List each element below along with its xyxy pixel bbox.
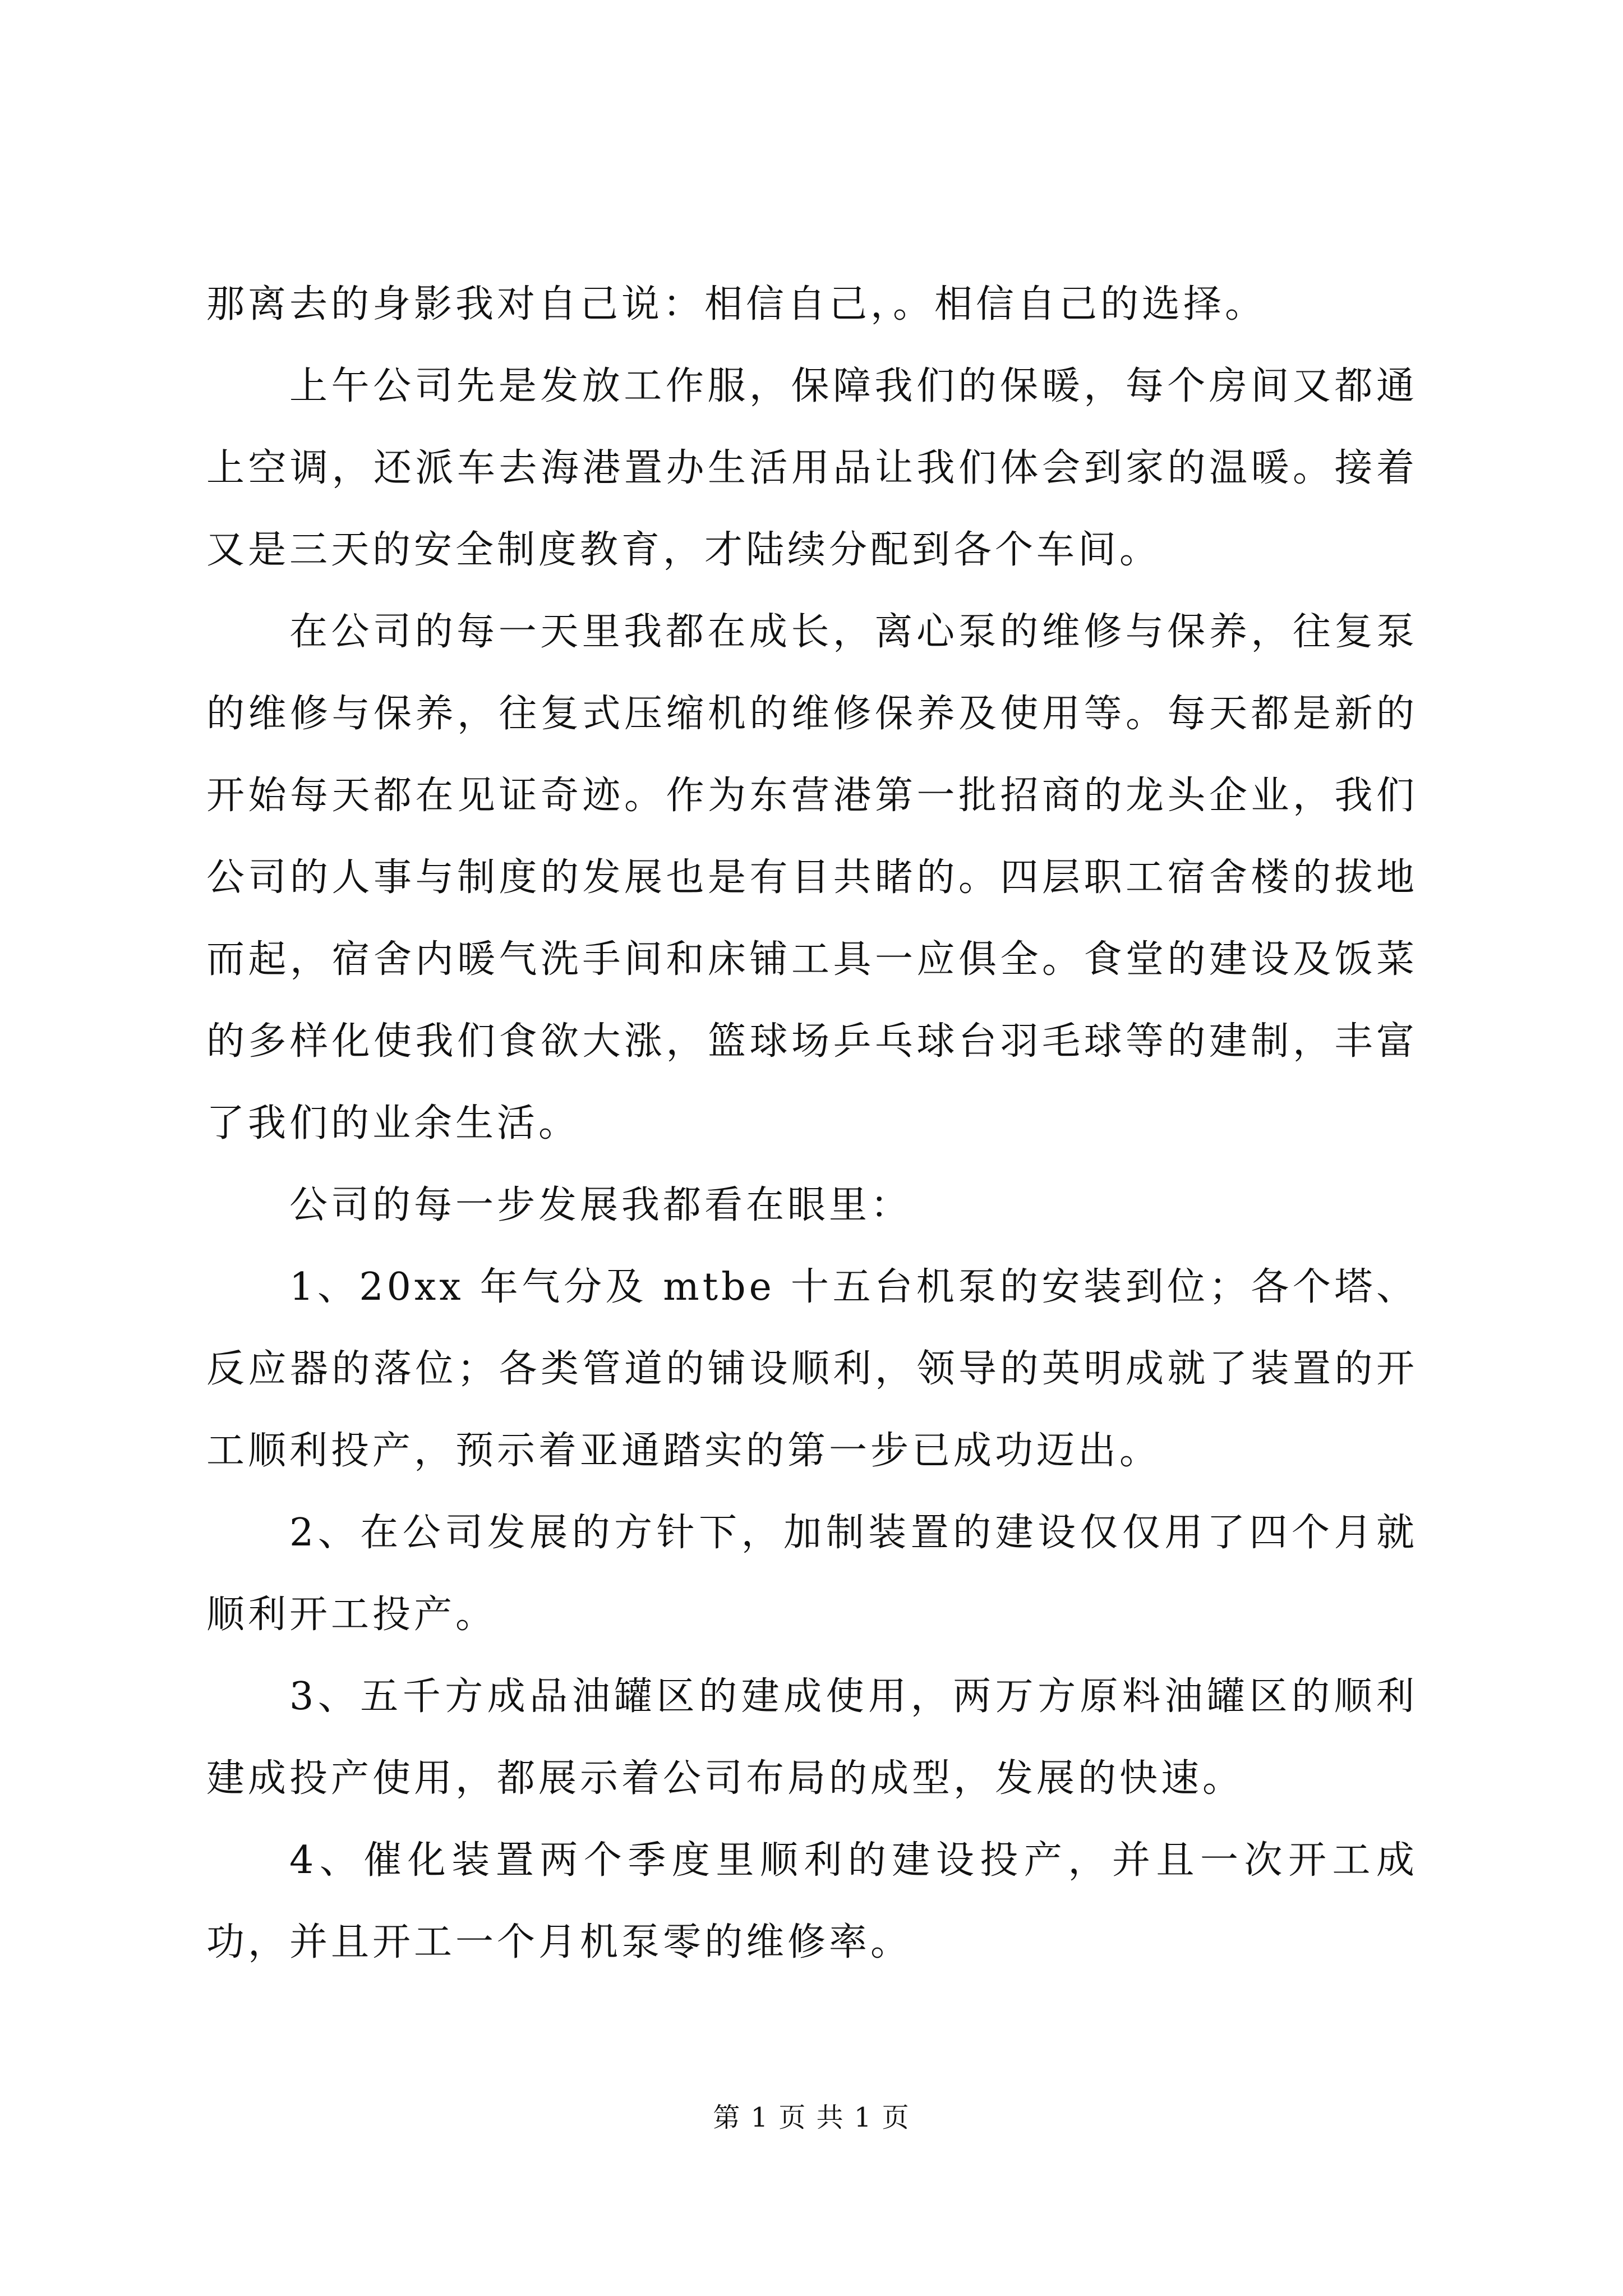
list-item-1: 1、20xx 年气分及 mtbe 十五台机泵的安装到位；各个塔、反应器的落位；各类管道的铺设顺利，领导的英明成就了装置的开工顺利投产，预示着亚通踏实的第一步已成功迈出。: [206, 1265, 1418, 1473]
list-item-4: 4、催化装置两个季度里顺利的建设投产，并且一次开工成功，并且开工一个月机泵零的维修率。: [206, 1838, 1418, 1964]
paragraph-3: 在公司的每一天里我都在成长，离心泵的维修与保养，往复泵的维修与保养，往复式压缩机的维修保养及使用等。每天都是新的开始每天都在见证奇迹。作为东营港第一批招商的龙头企业，我们公司的人事与制度的发展也是有目共睹的。四层职工宿舍楼的拔地而起，宿舍内暖气洗手间和床铺工具一应俱全。食堂的建设及饭菜的多样化使我们食欲大涨，篮球场乒乓球台羽毛球等的建制，丰富了我们的业余生活。: [206, 610, 1418, 1145]
page-footer: 第 1 页 共 1 页: [713, 2102, 910, 2133]
paragraph-2: 上午公司先是发放工作服，保障我们的保暖，每个房间又都通上空调，还派车去海港置办生活用品让我们体会到家的温暖。接着又是三天的安全制度教育，才陆续分配到各个车间。: [206, 364, 1418, 572]
list-item-3: 3、五千方成品油罐区的建成使用，两万方原料油罐区的顺利建成投产使用，都展示着公司布局的成型，发展的快速。: [206, 1674, 1418, 1801]
paragraph-4: 公司的每一步发展我都看在眼里：: [289, 1183, 912, 1227]
document-body: [206, 264, 1418, 1984]
list-item-2: 2、在公司发展的方针下，加制装置的建设仅仅用了四个月就顺利开工投产。: [206, 1511, 1418, 1637]
paragraph-1: 那离去的身影我对自己说：相信自己，。相信自己的选择。: [206, 282, 1267, 326]
